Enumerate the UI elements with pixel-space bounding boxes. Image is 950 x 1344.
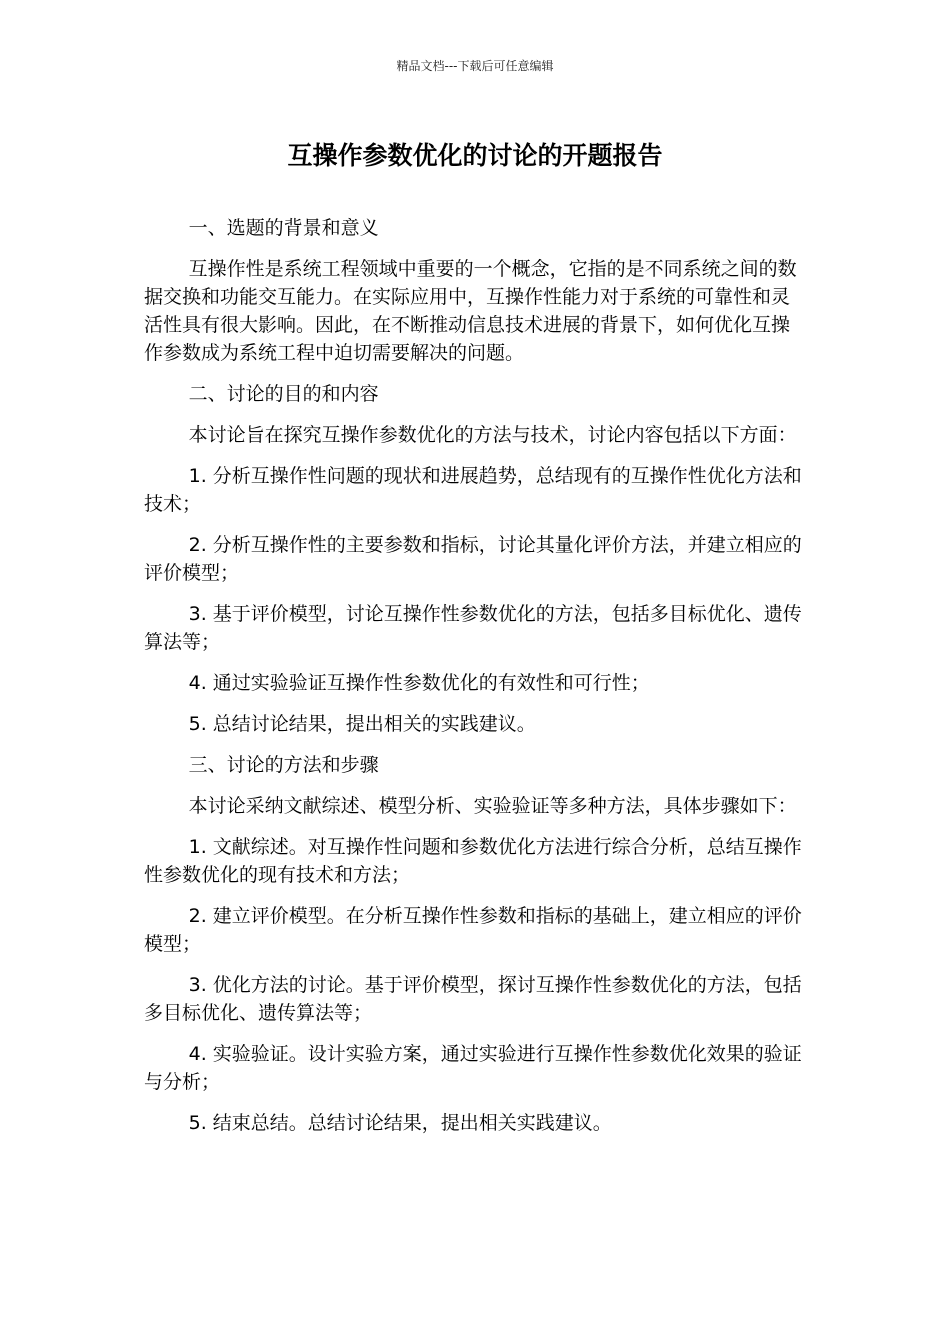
background-paragraph: 互操作性是系统工程领域中重要的一个概念，它指的是不同系统之间的数据交换和功能交互能力。在实际应用中，互操作性能力对于系统的可靠性和灵活性具有很大影响。因此，在不断推动信息技术进展的背景下，如何优化互操作参数成为系统工程中迫切需要解决的问题。 (144, 258, 797, 364)
methods-list-item: 1. 文献综述。对互操作性问题和参数优化方法进行综合分析，总结互操作性参数优化的现有技术和方法； (144, 836, 802, 886)
methods-list-item: 3. 优化方法的讨论。基于评价模型，探讨互操作性参数优化的方法，包括多目标优化、遗传算法等； (144, 974, 802, 1024)
document-title: 互操作参数优化的讨论的开题报告 (287, 141, 663, 170)
section-heading-background: 一、选题的背景和意义 (188, 217, 379, 239)
purpose-list-item: 4. 通过实验验证互操作性参数优化的有效性和可行性； (188, 672, 650, 694)
purpose-list-item: 3. 基于评价模型，讨论互操作性参数优化的方法，包括多目标优化、遗传算法等； (144, 603, 802, 653)
purpose-list-item: 1. 分析互操作性问题的现状和进展趋势，总结现有的互操作性优化方法和技术； (144, 465, 802, 515)
methods-intro-paragraph: 本讨论采纳文献综述、模型分析、实验验证等多种方法，具体步骤如下： (188, 795, 797, 817)
methods-list-item: 5. 结束总结。总结讨论结果，提出相关实践建议。 (188, 1112, 612, 1134)
purpose-list-item: 5. 总结讨论结果，提出相关的实践建议。 (188, 713, 536, 735)
document-body (144, 214, 806, 1150)
methods-list-item: 2. 建立评价模型。在分析互操作性参数和指标的基础上，建立相应的评价模型； (144, 905, 802, 955)
methods-list-item: 4. 实验验证。设计实验方案，通过实验进行互操作性参数优化效果的验证与分析； (144, 1043, 802, 1093)
section-heading-methods: 三、讨论的方法和步骤 (188, 754, 379, 776)
section-heading-purpose: 二、讨论的目的和内容 (188, 383, 379, 405)
page-header: 精品文档---下载后可任意编辑 (396, 59, 554, 73)
purpose-list-item: 2. 分析互操作性的主要参数和指标，讨论其量化评价方法，并建立相应的评价模型； (144, 534, 802, 584)
purpose-intro-paragraph: 本讨论旨在探究互操作参数优化的方法与技术，讨论内容包括以下方面： (188, 424, 797, 446)
